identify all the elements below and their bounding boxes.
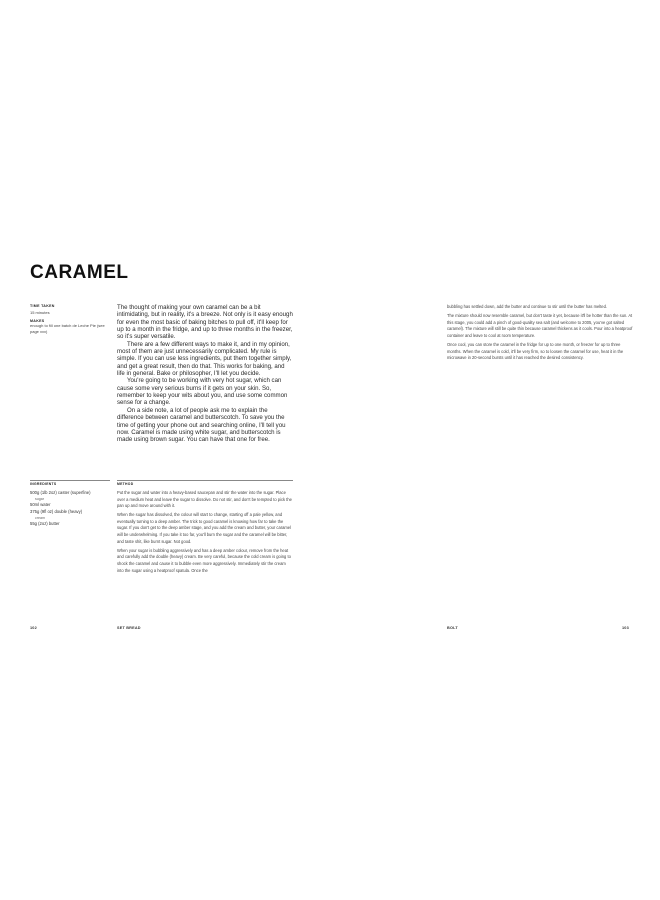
method-step: bubbling has settled down, add the butter and continue to stir until the butter has melted. (447, 304, 607, 309)
makes-value: enough to fill one batch de Leche Pie (see page xxx) (30, 323, 105, 334)
right-running-footer: BOLT (447, 626, 458, 630)
ingredient-item: sugar (35, 497, 44, 502)
method-divider (117, 480, 293, 481)
ingredient-item: cream (35, 515, 45, 520)
ingredient-item: 375g (9fl oz) double (heavy) (30, 508, 83, 514)
left-page-number: 102 (30, 626, 37, 630)
recipe-meta (30, 304, 110, 335)
method-left-column (117, 490, 293, 577)
intro-paragraph: You're going to be working with very hot sugar, which can cause some very serious burns if it gets on your skin. So, remember to keep your wits about you, and use some common sense for a change. (117, 377, 288, 407)
time-label: TIME TAKEN (30, 304, 55, 308)
ingredients-label: INGREDIENTS (30, 482, 57, 486)
ingredients-divider (30, 480, 110, 481)
makes-label: MAKES (30, 319, 45, 323)
method-step: The mixture should now resemble caramel, but don't taste it yet, because it'll be hotter than the sun. At this stage, you could add a pinch of good-quality sea salt (and welcome to 2005, you've got salted caramel). The mixture will still be quite thin because caramel thickens as it cools. Pour into a heatproof container and leave to cool at room temperature. (447, 313, 633, 338)
method-step: When the sugar has dissolved, the colour will start to change, starting off a pale yellow, and eventually turning to a deep amber. The trick to good caramel is knowing how far to take the sugar. If you don't get to the deep amber stage, and you add the cream and butter, your caramel will be underwhelming. If you take it too far, you'll burn the sugar and the caramel will be bitter, and taste shit, like burnt sugar. Not good. (117, 512, 291, 544)
recipe-title: CARAMEL (30, 262, 129, 283)
intro-paragraph: On a side note, a lot of people ask me to explain the difference between caramel and butterscotch. To save you the time of getting your phone out and searching online, I'll tell you now. Caramel is made using white sugar, and butterscotch is made using brown sugar. You can have that one for free. (117, 406, 286, 444)
method-label: METHOD (117, 482, 134, 486)
ingredient-item: 50ml water (30, 502, 51, 508)
intro-paragraph: There are a few different ways to make it, and in my opinion, most of them are just unnecessarily complicated. My rule is simple. If you can use less ingredients, put them together simply, and get a great result, then do that. This works for baking, and life in general. Bake or philosopher, I'll let you decide. (117, 340, 292, 378)
right-page-number: 103 (622, 626, 629, 630)
method-step: When your sugar is bubbling aggressively and has a deep amber colour, remove from the heat and carefully add the double (heavy) cream. Be very careful, because the cold cream is going to shock the caramel and cause it to bubble even more aggressively. Immediately stir the cream into the sugar using a heatproof spatula. Once the (117, 547, 291, 573)
ingredient-item: 500g (1lb 2oz) caster (superfine) (30, 490, 91, 495)
method-step: Put the sugar and water into a heavy-based saucepan and stir the water into the sugar. Place over a medium heat and leave the sugar to dissolve. Do not stir, and don't be tempted to pick the pan up and move around with it. (117, 490, 292, 509)
left-running-footer: SET BREAD (117, 626, 141, 630)
method-right-column (447, 304, 633, 364)
ingredients-list (30, 490, 110, 527)
intro-paragraph: The thought of making your own caramel can be a bit intimidating, but in reality, it's a breeze. Not only is it easy enough for even the most basic of baking bitches to pull off, it'll keep for up to a month in the fridge, and up to three months in the freezer, so it's super versatile. (117, 304, 293, 341)
intro-text (117, 304, 293, 444)
ingredient-item: 55g (2oz) butter (30, 521, 60, 527)
method-step: Once cool, you can store the caramel in the fridge for up to one month, or freezer for up to three months. When the caramel is cold, it'll be very firm, so to loosen the caramel for use, heat it in the microwave in 20-second bursts until it has reached the desired consistency. (447, 341, 624, 361)
time-value: 15 minutes (30, 310, 50, 315)
